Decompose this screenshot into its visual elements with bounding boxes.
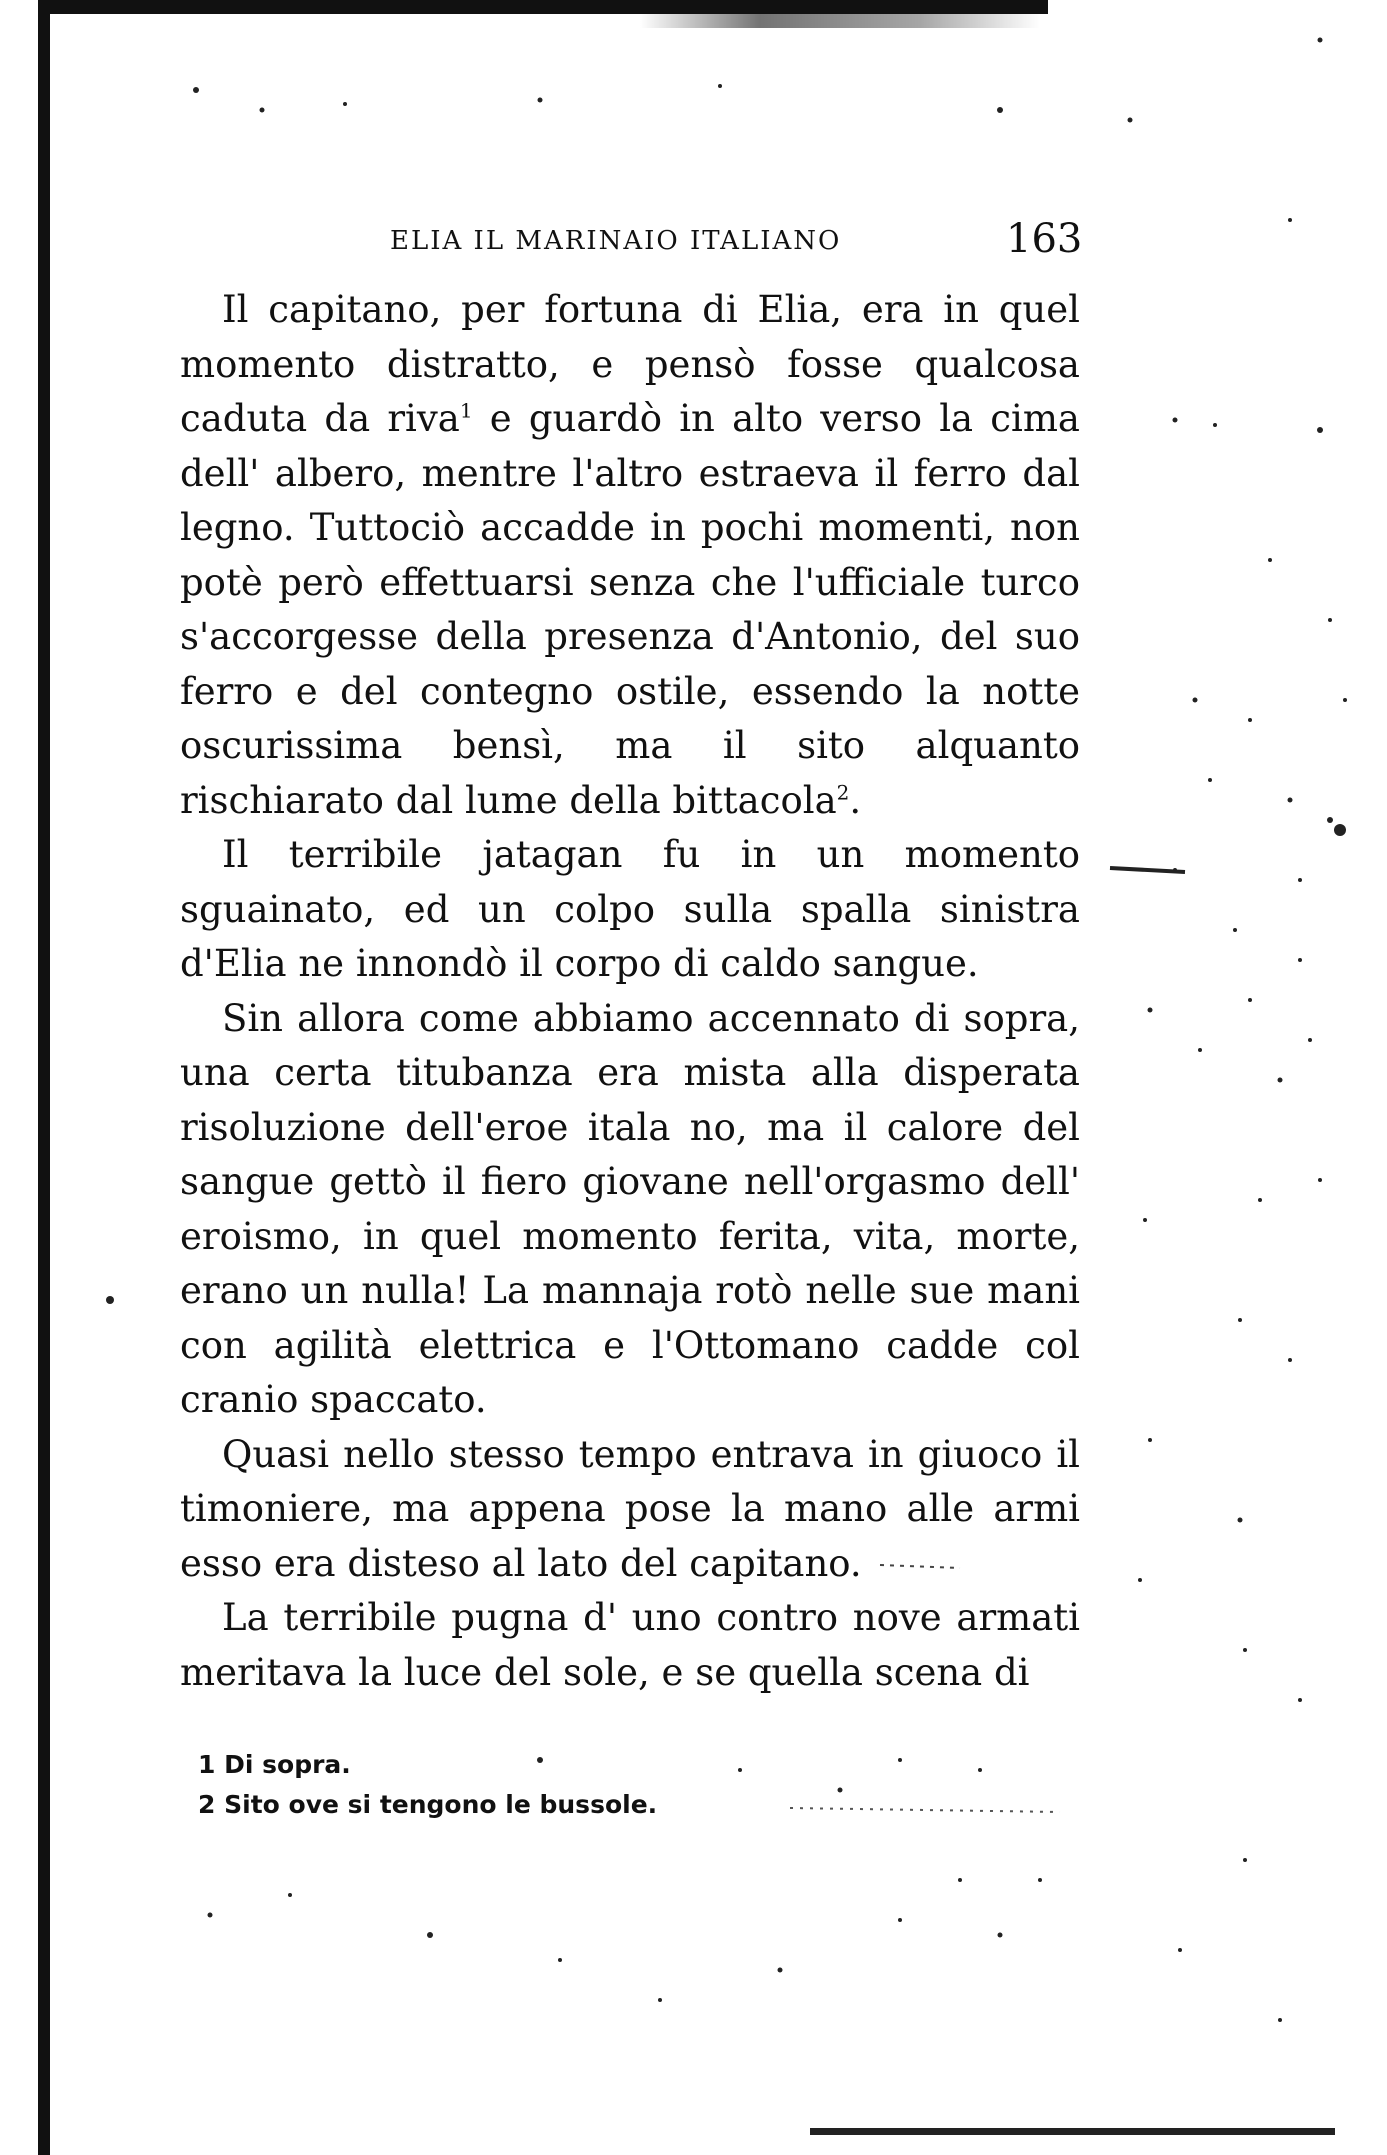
paragraph-text: Sin allora come abbiamo accennato di sopra, una certa titubanza era mista alla disperata risoluzione dell'eroe itala no, ma il calore del sangue gettò il fiero giovane nell'orgasmo dell' eroismo, in quel momento ferita, vita, morte, erano un nulla! La mannaja rotò nelle sue mani con agilità elettrica e l'Ottomano cadde col cranio spaccato. xyxy=(180,996,1080,1421)
paragraph xyxy=(180,828,1080,992)
page-header xyxy=(180,212,1083,262)
paragraph-text: . xyxy=(849,778,862,822)
footnote-mark: 1 xyxy=(198,1750,216,1779)
paragraph xyxy=(180,992,1080,1428)
body-text xyxy=(180,283,1080,1700)
footnotes xyxy=(198,1745,898,1825)
paragraph xyxy=(180,283,1080,828)
paragraph xyxy=(180,1428,1080,1592)
page-number: 163 xyxy=(1006,216,1083,262)
paragraph xyxy=(180,1591,1080,1700)
footnote-text: Di sopra. xyxy=(224,1750,351,1779)
footnote-mark: 2 xyxy=(198,1790,216,1819)
footnote xyxy=(198,1745,898,1785)
running-title: ELIA IL MARINAIO ITALIANO xyxy=(390,226,842,256)
footnote-ref: 2 xyxy=(836,780,850,805)
paragraph-text: e guardò in alto verso la cima dell' albero, mentre l'altro estraeva il ferro dal legno. Tuttociò accadde in pochi momenti, non potè però effettuarsi senza che l'ufficiale turco s'accorgesse della presenza d'Antonio, del suo ferro e del contegno ostile, essendo la notte oscurissima bensì, ma il sito alquanto rischiarato dal lume della bittacola xyxy=(180,397,1080,822)
footnote-ref: 1 xyxy=(459,398,473,423)
paragraph-text: Il capitano, per fortuna di Elia, era in quel momento distratto, e pensò fosse qualcosa caduta da riva xyxy=(180,288,1080,440)
paragraph-text: Quasi nello stesso tempo entrava in giuoco il timoniere, ma appena pose la mano alle armi esso era disteso al lato del capitano. xyxy=(180,1432,1080,1585)
paragraph-text: Il terribile jatagan fu in un momento sguainato, ed un colpo sulla spalla sinistra d'Elia ne innondò il corpo di caldo sangue. xyxy=(180,833,1080,985)
footnote-text: Sito ove si tengono le bussole. xyxy=(224,1790,658,1819)
paragraph-text: La terribile pugna d' uno contro nove armati meritava la luce del sole, e se quella scena di xyxy=(180,1596,1080,1694)
footnote xyxy=(198,1785,898,1825)
